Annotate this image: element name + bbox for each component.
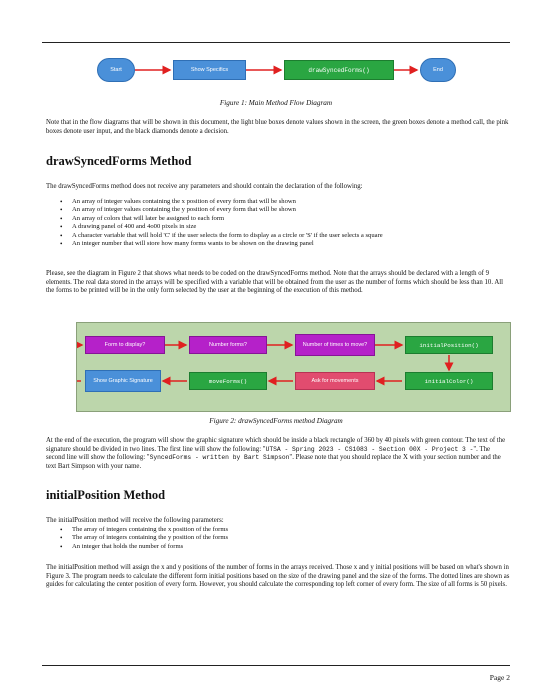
bullet-item: • A drawing panel of 400 and 4o00 pixels in size — [54, 223, 506, 231]
section1-paragraph: Please, see the diagram in Figure 2 that shows what needs to be coded on the drawSyncedForms method. Note that the arrays should be declared with a length of 9 elements. The real data stored in the arrays will be specified with a variable that will be obtained from the user as the number of forms which should be less than 10. All the forms to be printed will be in the only form selected by the user at the beginning of the execution of this method. — [46, 270, 504, 295]
end-paragraph-text-3: ". Please note that you should replace the X with your section number and the text Bart Simpson with your name. — [46, 454, 501, 470]
flow-node-form-to-display: Form to display? — [85, 336, 165, 354]
section-heading-draw-synced-forms: drawSyncedForms Method — [46, 154, 192, 168]
figure1-arrows — [82, 56, 472, 86]
end-paragraph-code-1: UTSA - Spring 2023 - CS1083 - Section 00X - Project 3 - — [265, 445, 474, 453]
flow-node-ask-for-movements: Ask for movements — [295, 372, 375, 390]
note-paragraph: Note that in the flow diagrams that will be shown in this document, the light blue boxes denote values shown in the screen, the green boxes denote a method call, the pink boxes denote user input, and the black diamonds denote a decision. — [46, 119, 509, 135]
header-rule — [42, 42, 510, 43]
flow-node-number-times-to-move: Number of times to move? — [295, 334, 375, 356]
end-paragraph-text-2: ". The second line will show the following: " — [46, 445, 491, 462]
bullet-item: • An array of colors that will later be assigned to each form — [54, 215, 506, 223]
figure1-caption: Figure 1: Main Method Flow Diagram — [219, 99, 333, 107]
footer-rule — [42, 665, 510, 666]
flow-node-start: Start — [97, 58, 135, 82]
bullet-item: • The array of integers containing the y position of the forms — [54, 534, 506, 542]
section-heading-initial-position: initialPosition Method — [46, 488, 166, 502]
flow-node-show-specifics: Show Specifics — [173, 60, 246, 80]
figure2-caption: Figure 2: drawSyncedForms method Diagram — [209, 417, 343, 425]
flow-node-number-forms: Number forms? — [189, 336, 267, 354]
bullet-item: • An array of integer values containing the y position of every form that will be shown — [54, 206, 506, 214]
flow-node-show-graphic-signature: Show Graphic Signature — [85, 370, 161, 392]
figure1-diagram — [82, 56, 472, 86]
section2-paragraph: The initialPosition method will assign the x and y positions of the number of forms in the arrays received. Those x and y initial positions will be based on what's shown in Figure 3. The program needs to calculate the different form initial positions based on the size of the drawing panel and the size of the forms. The dotted lines are shown as guides for calculating the center position of every form. However, you should calculate the corresponding top left corner of every form. The size of all forms is 50 pixels. — [46, 564, 510, 589]
figure2-diagram — [76, 322, 511, 412]
bullet-item: • An array of integer values containing the x position of every form that will be shown — [54, 198, 506, 206]
section1-bullet-list — [54, 198, 506, 248]
end-paragraph-text-1: At the end of the execution, the program will show the graphic signature which should be inside a black rectangle of 360 by 40 pixels with green contour. The text of the signature should be divided in two lines. The first line will show the following: " — [46, 437, 506, 453]
section2-intro: The initialPosition method will receive the following parameters: — [46, 517, 224, 524]
end-paragraph-code-2: SyncedForms - written by Bart Simpson — [149, 454, 290, 462]
bullet-item: • An integer number that will store how many forms wants to be shown on the drawing panel — [54, 240, 506, 248]
bullet-item: • The array of integers containing the x position of the forms — [54, 526, 506, 534]
flow-node-initial-color: initialColor() — [405, 372, 493, 390]
flow-node-end: End — [420, 58, 456, 82]
section2-bullet-list — [54, 526, 506, 551]
end-paragraph — [46, 437, 510, 471]
flow-node-initial-position: initialPosition() — [405, 336, 493, 354]
section1-intro: The drawSyncedForms method does not receive any parameters and should contain the declaration of the following: — [46, 183, 363, 190]
page-number: Page 2 — [489, 673, 510, 682]
flow-node-move-forms: moveForms() — [189, 372, 267, 390]
bullet-item: • A character variable that will hold 'C' if the user selects the form to display as a circle or 'S' if the user selects a square — [54, 232, 506, 240]
bullet-item: • An integer that holds the number of forms — [54, 543, 506, 551]
flow-node-draw-synced-forms: drawSyncedForms() — [284, 60, 394, 80]
